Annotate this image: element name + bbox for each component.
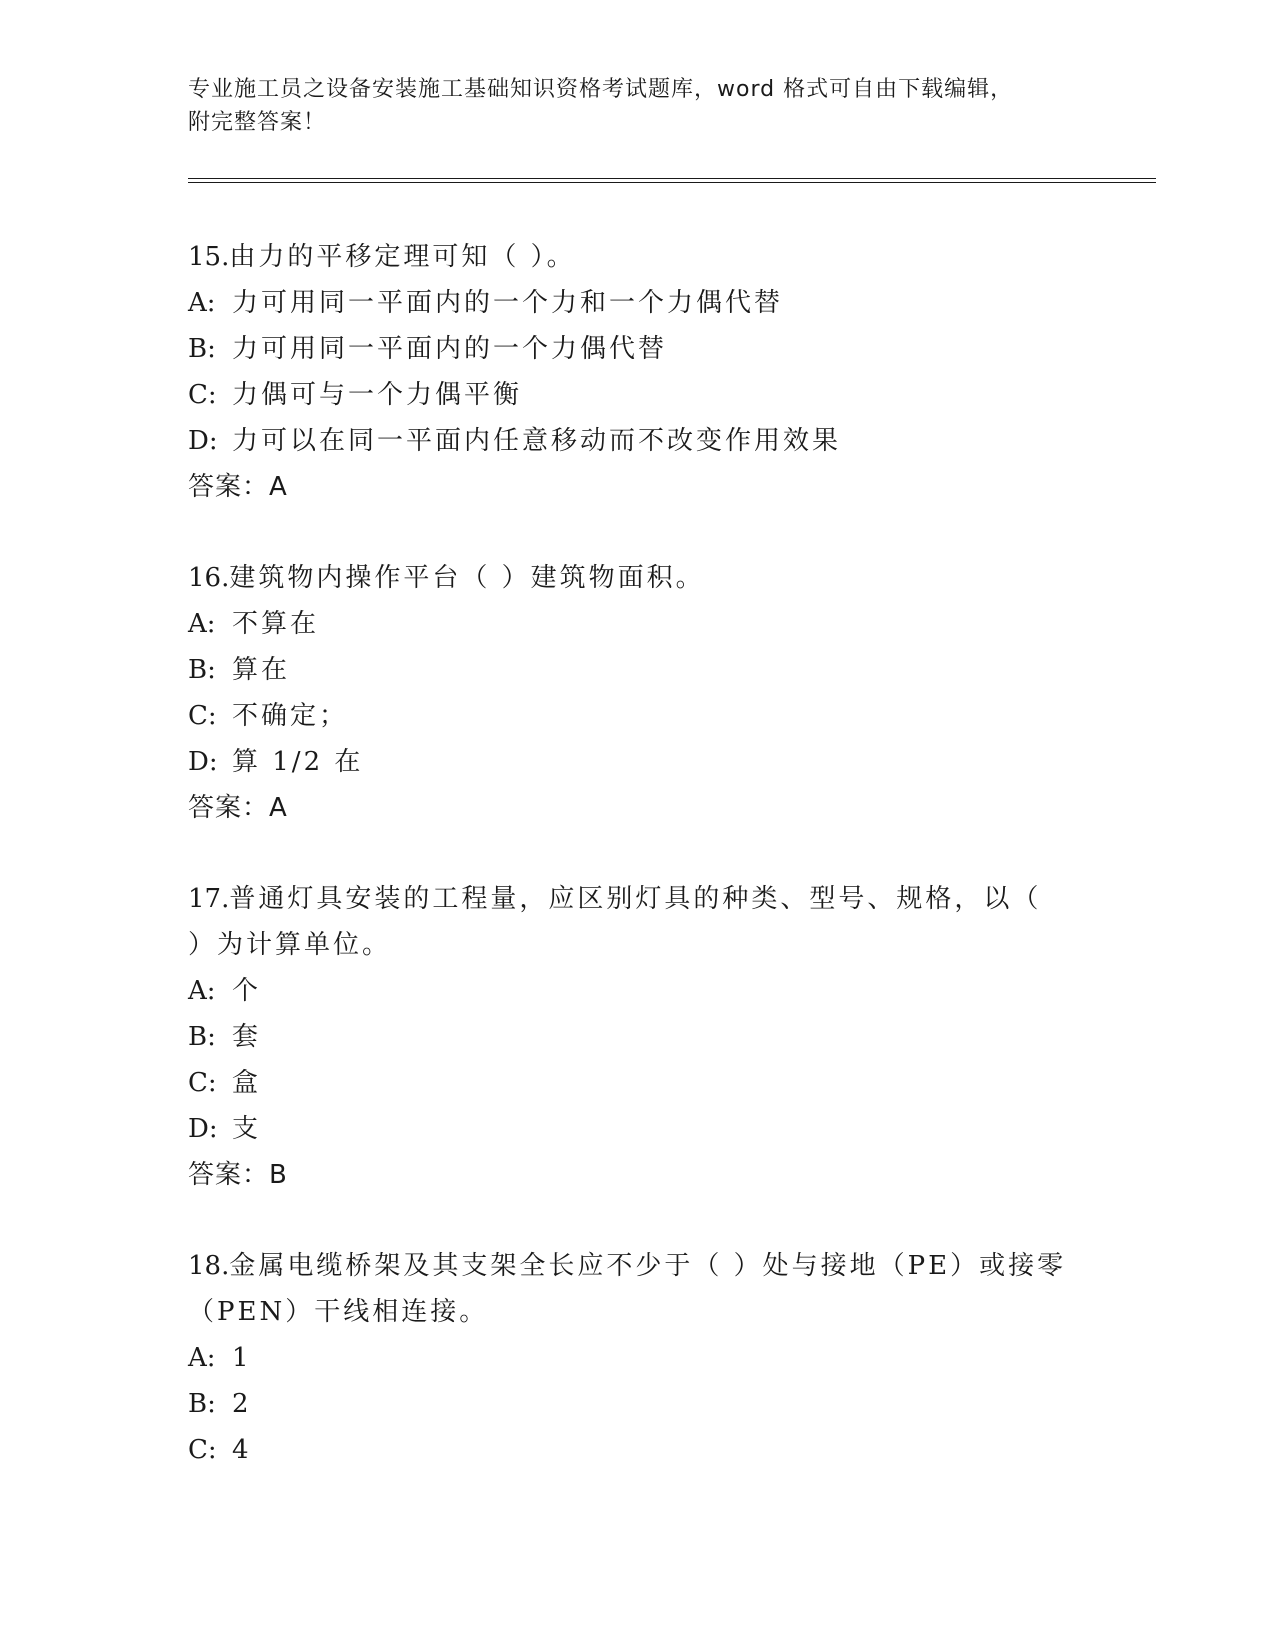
option-a: [188, 601, 1156, 647]
answer-line: 答案：B: [188, 1160, 288, 1190]
option-text: 力可用同一平面内的一个力偶代替: [232, 334, 668, 364]
option-key: C:: [188, 380, 217, 410]
option-b: [188, 1381, 1156, 1427]
option-key: D:: [188, 426, 218, 456]
option-key: A:: [188, 609, 216, 639]
option-text: 套: [232, 1022, 262, 1052]
question-number: 17.: [188, 884, 230, 914]
header-divider: [188, 178, 1156, 183]
option-key: B:: [188, 334, 216, 364]
question-number: 15.: [188, 242, 230, 272]
option-text: 不算在: [232, 609, 320, 639]
question-stem: [188, 876, 1068, 968]
question-16: [188, 555, 1156, 831]
question-stem: [188, 234, 1068, 280]
option-d: [188, 739, 1156, 785]
option-b: [188, 1014, 1156, 1060]
question-stem: [188, 555, 1068, 601]
option-c: [188, 693, 1156, 739]
question-text: 金属电缆桥架及其支架全长应不少于（ ）处与接地（PE）或接零（PEN）干线相连接。: [188, 1251, 1067, 1327]
option-text: 1: [232, 1343, 252, 1373]
answer-line: 答案：A: [188, 793, 288, 823]
question-number: 18.: [188, 1251, 230, 1281]
option-key: A:: [188, 1343, 216, 1373]
option-a: [188, 280, 1156, 326]
option-text: 算 1/2 在: [232, 747, 364, 777]
option-key: A:: [188, 976, 216, 1006]
option-a: [188, 1335, 1156, 1381]
option-c: [188, 1427, 1156, 1473]
option-key: C:: [188, 1068, 217, 1098]
header-line-2: 附完整答案！: [188, 110, 327, 135]
option-key: D:: [188, 1114, 218, 1144]
option-c: [188, 372, 1156, 418]
option-a: [188, 968, 1156, 1014]
option-d: [188, 418, 1156, 464]
option-d: [188, 1106, 1156, 1152]
option-text: 个: [232, 976, 262, 1006]
question-list: [188, 234, 1156, 1518]
option-key: C:: [188, 1435, 217, 1465]
question-stem: [188, 1243, 1068, 1335]
option-key: A:: [188, 288, 216, 318]
option-c: [188, 1060, 1156, 1106]
question-15: [188, 234, 1156, 510]
option-text: 力可用同一平面内的一个力和一个力偶代替: [232, 288, 784, 318]
question-number: 16.: [188, 563, 230, 593]
option-b: [188, 326, 1156, 372]
header-line-1: 专业施工员之设备安装施工基础知识资格考试题库，word 格式可自由下载编辑，: [188, 77, 1014, 102]
option-b: [188, 647, 1156, 693]
answer-line: 答案：A: [188, 472, 288, 502]
option-text: 4: [232, 1435, 252, 1465]
option-text: 力可以在同一平面内任意移动而不改变作用效果: [232, 426, 842, 456]
question-text: 普通灯具安装的工程量，应区别灯具的种类、型号、规格，以（ ）为计算单位。: [188, 884, 1042, 960]
option-key: B:: [188, 655, 216, 685]
question-text: 建筑物内操作平台（ ）建筑物面积。: [229, 563, 705, 593]
option-text: 支: [232, 1114, 262, 1144]
option-key: D:: [188, 747, 218, 777]
option-text: 算在: [232, 655, 291, 685]
option-key: C:: [188, 701, 217, 731]
question-18: [188, 1243, 1156, 1473]
option-key: B:: [188, 1022, 216, 1052]
option-text: 2: [232, 1389, 252, 1419]
option-text: 力偶可与一个力偶平衡: [232, 380, 523, 410]
question-17: [188, 876, 1156, 1198]
option-key: B:: [188, 1389, 216, 1419]
option-text: 不确定；: [232, 701, 349, 731]
option-text: 盒: [232, 1068, 262, 1098]
document-header: [188, 73, 1068, 139]
document-page: [188, 0, 1156, 1650]
question-text: 由力的平移定理可知（ ）。: [229, 242, 576, 272]
